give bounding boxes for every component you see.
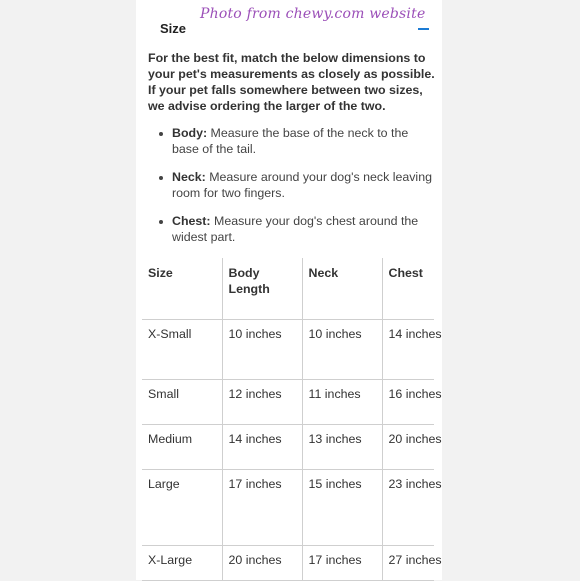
cell-size: Small [142,379,222,424]
column-header-neck: Neck [302,258,382,319]
cell-neck: 15 inches [302,469,382,545]
cell-chest: 23 inches [382,469,434,545]
measurement-term: Neck: [172,170,206,184]
measurement-desc: Measure around your dog's neck leaving room for two fingers. [172,170,432,200]
minus-icon[interactable] [418,28,429,30]
cell-neck: 10 inches [302,319,382,379]
measurement-desc: Measure your dog's chest around the widest part. [172,214,419,244]
bullet-icon [159,220,163,224]
size-chart-table [142,258,442,581]
cell-chest: 27 inches [382,545,434,580]
measurement-term: Chest: [172,214,211,228]
cell-body-length: 12 inches [222,379,302,424]
cell-body-length: 17 inches [222,469,302,545]
size-intro-text: For the best fit, match the below dimensions to your pet's measurements as closely as possible. If your pet falls somewhere between two sizes, we advise ordering the larger of the two. [148,51,435,113]
column-header-size: Size [142,258,222,319]
bullet-icon [159,176,163,180]
bullet-icon [159,132,163,136]
measurement-desc: Measure the base of the neck to the base of the tail. [172,126,409,156]
cell-size: X-Small [142,319,222,379]
cell-body-length: 20 inches [222,545,302,580]
table-row [142,319,434,379]
size-section-title[interactable]: Size [160,21,187,36]
cell-body-length: 10 inches [222,319,302,379]
cell-neck: 11 inches [302,379,382,424]
cell-neck: 17 inches [302,545,382,580]
table-row [142,545,434,580]
cell-body-length: 14 inches [222,424,302,469]
cell-chest: 16 inches [382,379,434,424]
column-header-body-length: Body Length [222,258,302,319]
cell-neck: 13 inches [302,424,382,469]
measurement-term: Body: [172,126,208,140]
cell-size: Medium [142,424,222,469]
list-item [158,170,434,201]
cell-chest: 14 inches [382,319,434,379]
measurement-list [158,126,434,258]
list-item [158,126,434,157]
watermark-text: Photo from chewy.com website [200,6,426,22]
table-row [142,379,434,424]
list-item [158,214,434,245]
cell-size: X-Large [142,545,222,580]
cell-chest: 20 inches [382,424,434,469]
table-row [142,469,434,545]
table-header-row [142,258,434,319]
column-header-chest: Chest [382,258,434,319]
cell-size: Large [142,469,222,545]
table-row [142,424,434,469]
